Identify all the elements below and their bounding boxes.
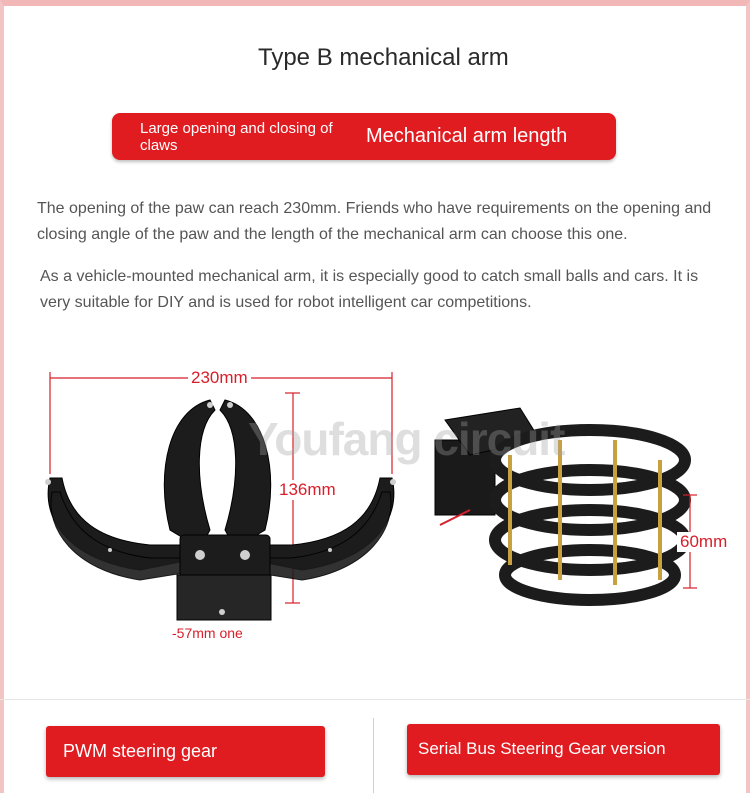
side-height-dimension-label: 60mm <box>677 532 730 552</box>
width-dimension-label: 230mm <box>188 368 251 388</box>
claw-front-view-image <box>0 340 750 660</box>
watermark-text: Youfang circuit <box>248 413 565 465</box>
feature-banner <box>112 113 616 160</box>
description-paragraph-1: The opening of the paw can reach 230mm. Friends who have requirements on the opening and closing angle of the paw and the length of the mechanical arm can choose this one. <box>37 200 712 243</box>
button-divider <box>373 718 374 793</box>
pwm-steering-gear-button[interactable]: PWM steering gear <box>46 726 325 777</box>
height-dimension-label: 136mm <box>276 480 339 500</box>
page-title: Type B mechanical arm <box>258 44 509 71</box>
serial-bus-steering-gear-button[interactable]: Serial Bus Steering Gear version <box>407 724 720 775</box>
description-paragraph-2: As a vehicle-mounted mechanical arm, it is especially good to catch small balls and cars. It is very suitable for DIY and is used for robot intelligent car competitions. <box>40 268 699 311</box>
banner-left-label: Large opening and closing of claws <box>140 120 333 154</box>
banner-right-label: Mechanical arm length <box>366 125 568 147</box>
section-divider <box>0 699 750 700</box>
base-dimension-label: -57mm one <box>172 625 243 641</box>
